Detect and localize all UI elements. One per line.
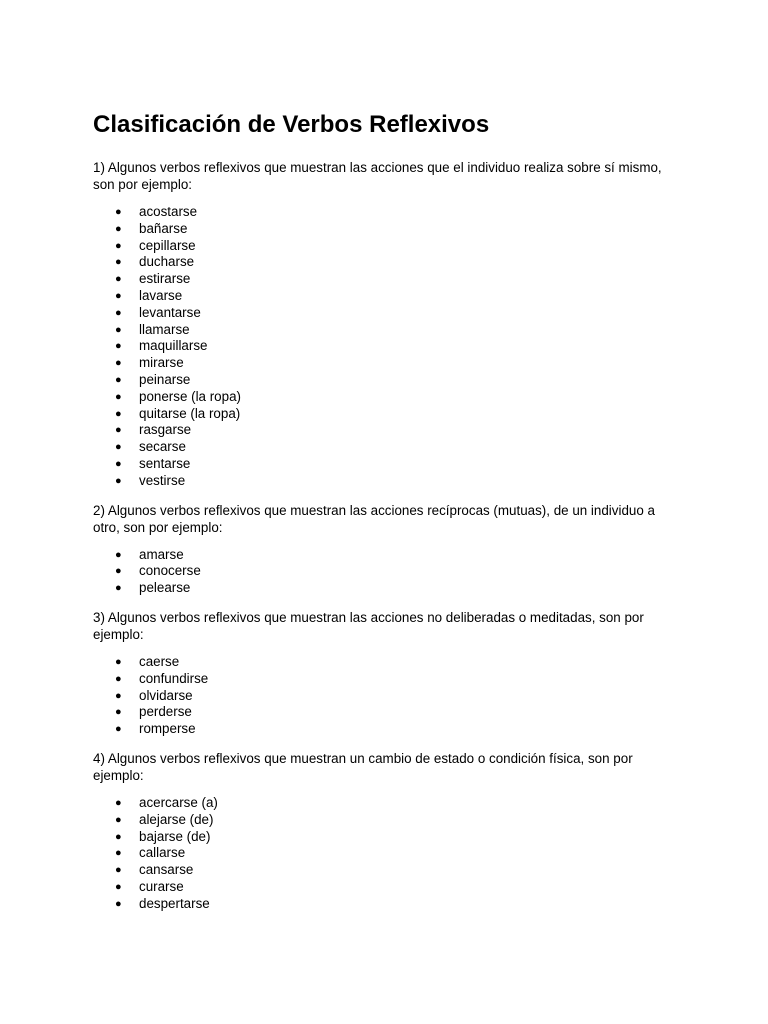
list-item bbox=[93, 389, 678, 406]
bullet-icon: ● bbox=[115, 830, 122, 843]
document-page bbox=[93, 107, 678, 925]
section-intro: 1) Algunos verbos reflexivos que muestran las acciones que el individuo realiza sobre sí mismo, son por ejemplo: bbox=[93, 160, 662, 192]
list-item bbox=[93, 456, 678, 473]
section-intro: 2) Algunos verbos reflexivos que muestran las acciones recíprocas (mutuas), de un individuo a otro, son por ejemplo: bbox=[93, 502, 655, 535]
bullet-icon: ● bbox=[115, 897, 122, 910]
list-item bbox=[93, 288, 678, 305]
list-item bbox=[93, 221, 678, 238]
verb-label: llamarse bbox=[139, 321, 190, 337]
list-item bbox=[93, 654, 678, 671]
verb-label: perderse bbox=[139, 704, 192, 720]
list-item bbox=[93, 338, 678, 355]
list-item bbox=[93, 322, 678, 339]
bullet-icon: ● bbox=[115, 306, 122, 319]
verb-label: peinarse bbox=[139, 371, 191, 387]
list-item bbox=[93, 829, 678, 846]
bullet-icon: ● bbox=[115, 289, 122, 302]
section-intro: 3) Algunos verbos reflexivos que muestran las acciones no deliberadas o meditadas, son por ejemplo: bbox=[93, 609, 644, 642]
bullet-icon: ● bbox=[115, 457, 122, 470]
list-item bbox=[93, 721, 678, 738]
verb-label: ducharse bbox=[139, 254, 195, 270]
bullet-icon: ● bbox=[115, 273, 122, 286]
list-item bbox=[93, 795, 678, 812]
verb-label: amarse bbox=[139, 546, 184, 562]
bullet-icon: ● bbox=[115, 565, 122, 578]
bullet-icon: ● bbox=[115, 373, 122, 386]
verb-list bbox=[93, 547, 678, 597]
verb-label: estirarse bbox=[139, 271, 191, 287]
list-item bbox=[93, 671, 678, 688]
list-item bbox=[93, 439, 678, 456]
list-item bbox=[93, 704, 678, 721]
bullet-icon: ● bbox=[115, 582, 122, 595]
verb-label: levantarse bbox=[139, 304, 201, 320]
bullet-icon: ● bbox=[115, 672, 122, 685]
list-item bbox=[93, 238, 678, 255]
verb-label: vestirse bbox=[139, 472, 186, 488]
verb-label: curarse bbox=[139, 878, 184, 894]
verb-label: maquillarse bbox=[139, 338, 208, 354]
bullet-icon: ● bbox=[115, 390, 122, 403]
list-item bbox=[93, 896, 678, 913]
list-item bbox=[93, 879, 678, 896]
verb-label: quitarse (la ropa) bbox=[139, 405, 241, 421]
verb-label: despertarse bbox=[139, 895, 210, 911]
verb-label: callarse bbox=[139, 845, 186, 861]
verb-label: alejarse (de) bbox=[139, 811, 214, 827]
verb-label: olvidarse bbox=[139, 687, 193, 703]
verb-list bbox=[93, 204, 678, 490]
list-item bbox=[93, 254, 678, 271]
verb-label: bañarse bbox=[139, 220, 188, 236]
bullet-icon: ● bbox=[115, 796, 122, 809]
list-item bbox=[93, 812, 678, 829]
verb-label: lavarse bbox=[139, 287, 183, 303]
bullet-icon: ● bbox=[115, 813, 122, 826]
document-body bbox=[93, 159, 678, 913]
bullet-icon: ● bbox=[115, 880, 122, 893]
list-item bbox=[93, 204, 678, 221]
bullet-icon: ● bbox=[115, 407, 122, 420]
bullet-icon: ● bbox=[115, 706, 122, 719]
list-item bbox=[93, 473, 678, 490]
bullet-icon: ● bbox=[115, 689, 122, 702]
list-item bbox=[93, 422, 678, 439]
list-item bbox=[93, 406, 678, 423]
bullet-icon: ● bbox=[115, 206, 122, 218]
bullet-icon: ● bbox=[115, 847, 122, 860]
verb-label: cansarse bbox=[139, 862, 194, 878]
bullet-icon: ● bbox=[115, 357, 122, 370]
list-item bbox=[93, 355, 678, 372]
verb-label: acostarse bbox=[139, 204, 198, 219]
bullet-icon: ● bbox=[115, 256, 122, 269]
bullet-icon: ● bbox=[115, 655, 122, 668]
list-item bbox=[93, 271, 678, 288]
bullet-icon: ● bbox=[115, 340, 122, 353]
document-title: Clasificación de Verbos Reflexivos bbox=[93, 111, 490, 138]
list-item bbox=[93, 305, 678, 322]
list-item bbox=[93, 688, 678, 705]
verb-label: acercarse (a) bbox=[139, 794, 218, 810]
bullet-icon: ● bbox=[115, 548, 122, 561]
list-item bbox=[93, 547, 678, 564]
verb-label: cepillarse bbox=[139, 237, 196, 253]
section-intro: 4) Algunos verbos reflexivos que muestran un cambio de estado o condición física, son por ejemplo: bbox=[93, 750, 633, 783]
verb-label: caerse bbox=[139, 653, 180, 669]
list-item bbox=[93, 372, 678, 389]
bullet-icon: ● bbox=[115, 441, 122, 454]
verb-label: secarse bbox=[139, 439, 186, 455]
bullet-icon: ● bbox=[115, 222, 122, 235]
verb-list bbox=[93, 795, 678, 913]
verb-label: mirarse bbox=[139, 355, 184, 371]
list-item bbox=[93, 580, 678, 597]
list-item bbox=[93, 845, 678, 862]
list-item bbox=[93, 862, 678, 879]
verb-label: rasgarse bbox=[139, 422, 192, 438]
bullet-icon: ● bbox=[115, 474, 122, 487]
bullet-icon: ● bbox=[115, 323, 122, 336]
list-item bbox=[93, 563, 678, 580]
verb-label: ponerse (la ropa) bbox=[139, 388, 241, 404]
verb-label: bajarse (de) bbox=[139, 828, 211, 844]
verb-list bbox=[93, 654, 678, 738]
bullet-icon: ● bbox=[115, 723, 122, 736]
verb-label: conocerse bbox=[139, 563, 201, 579]
bullet-icon: ● bbox=[115, 864, 122, 877]
verb-label: confundirse bbox=[139, 670, 209, 686]
verb-label: sentarse bbox=[139, 455, 191, 471]
verb-label: romperse bbox=[139, 721, 196, 737]
bullet-icon: ● bbox=[115, 239, 122, 252]
bullet-icon: ● bbox=[115, 424, 122, 437]
verb-label: pelearse bbox=[139, 580, 191, 596]
